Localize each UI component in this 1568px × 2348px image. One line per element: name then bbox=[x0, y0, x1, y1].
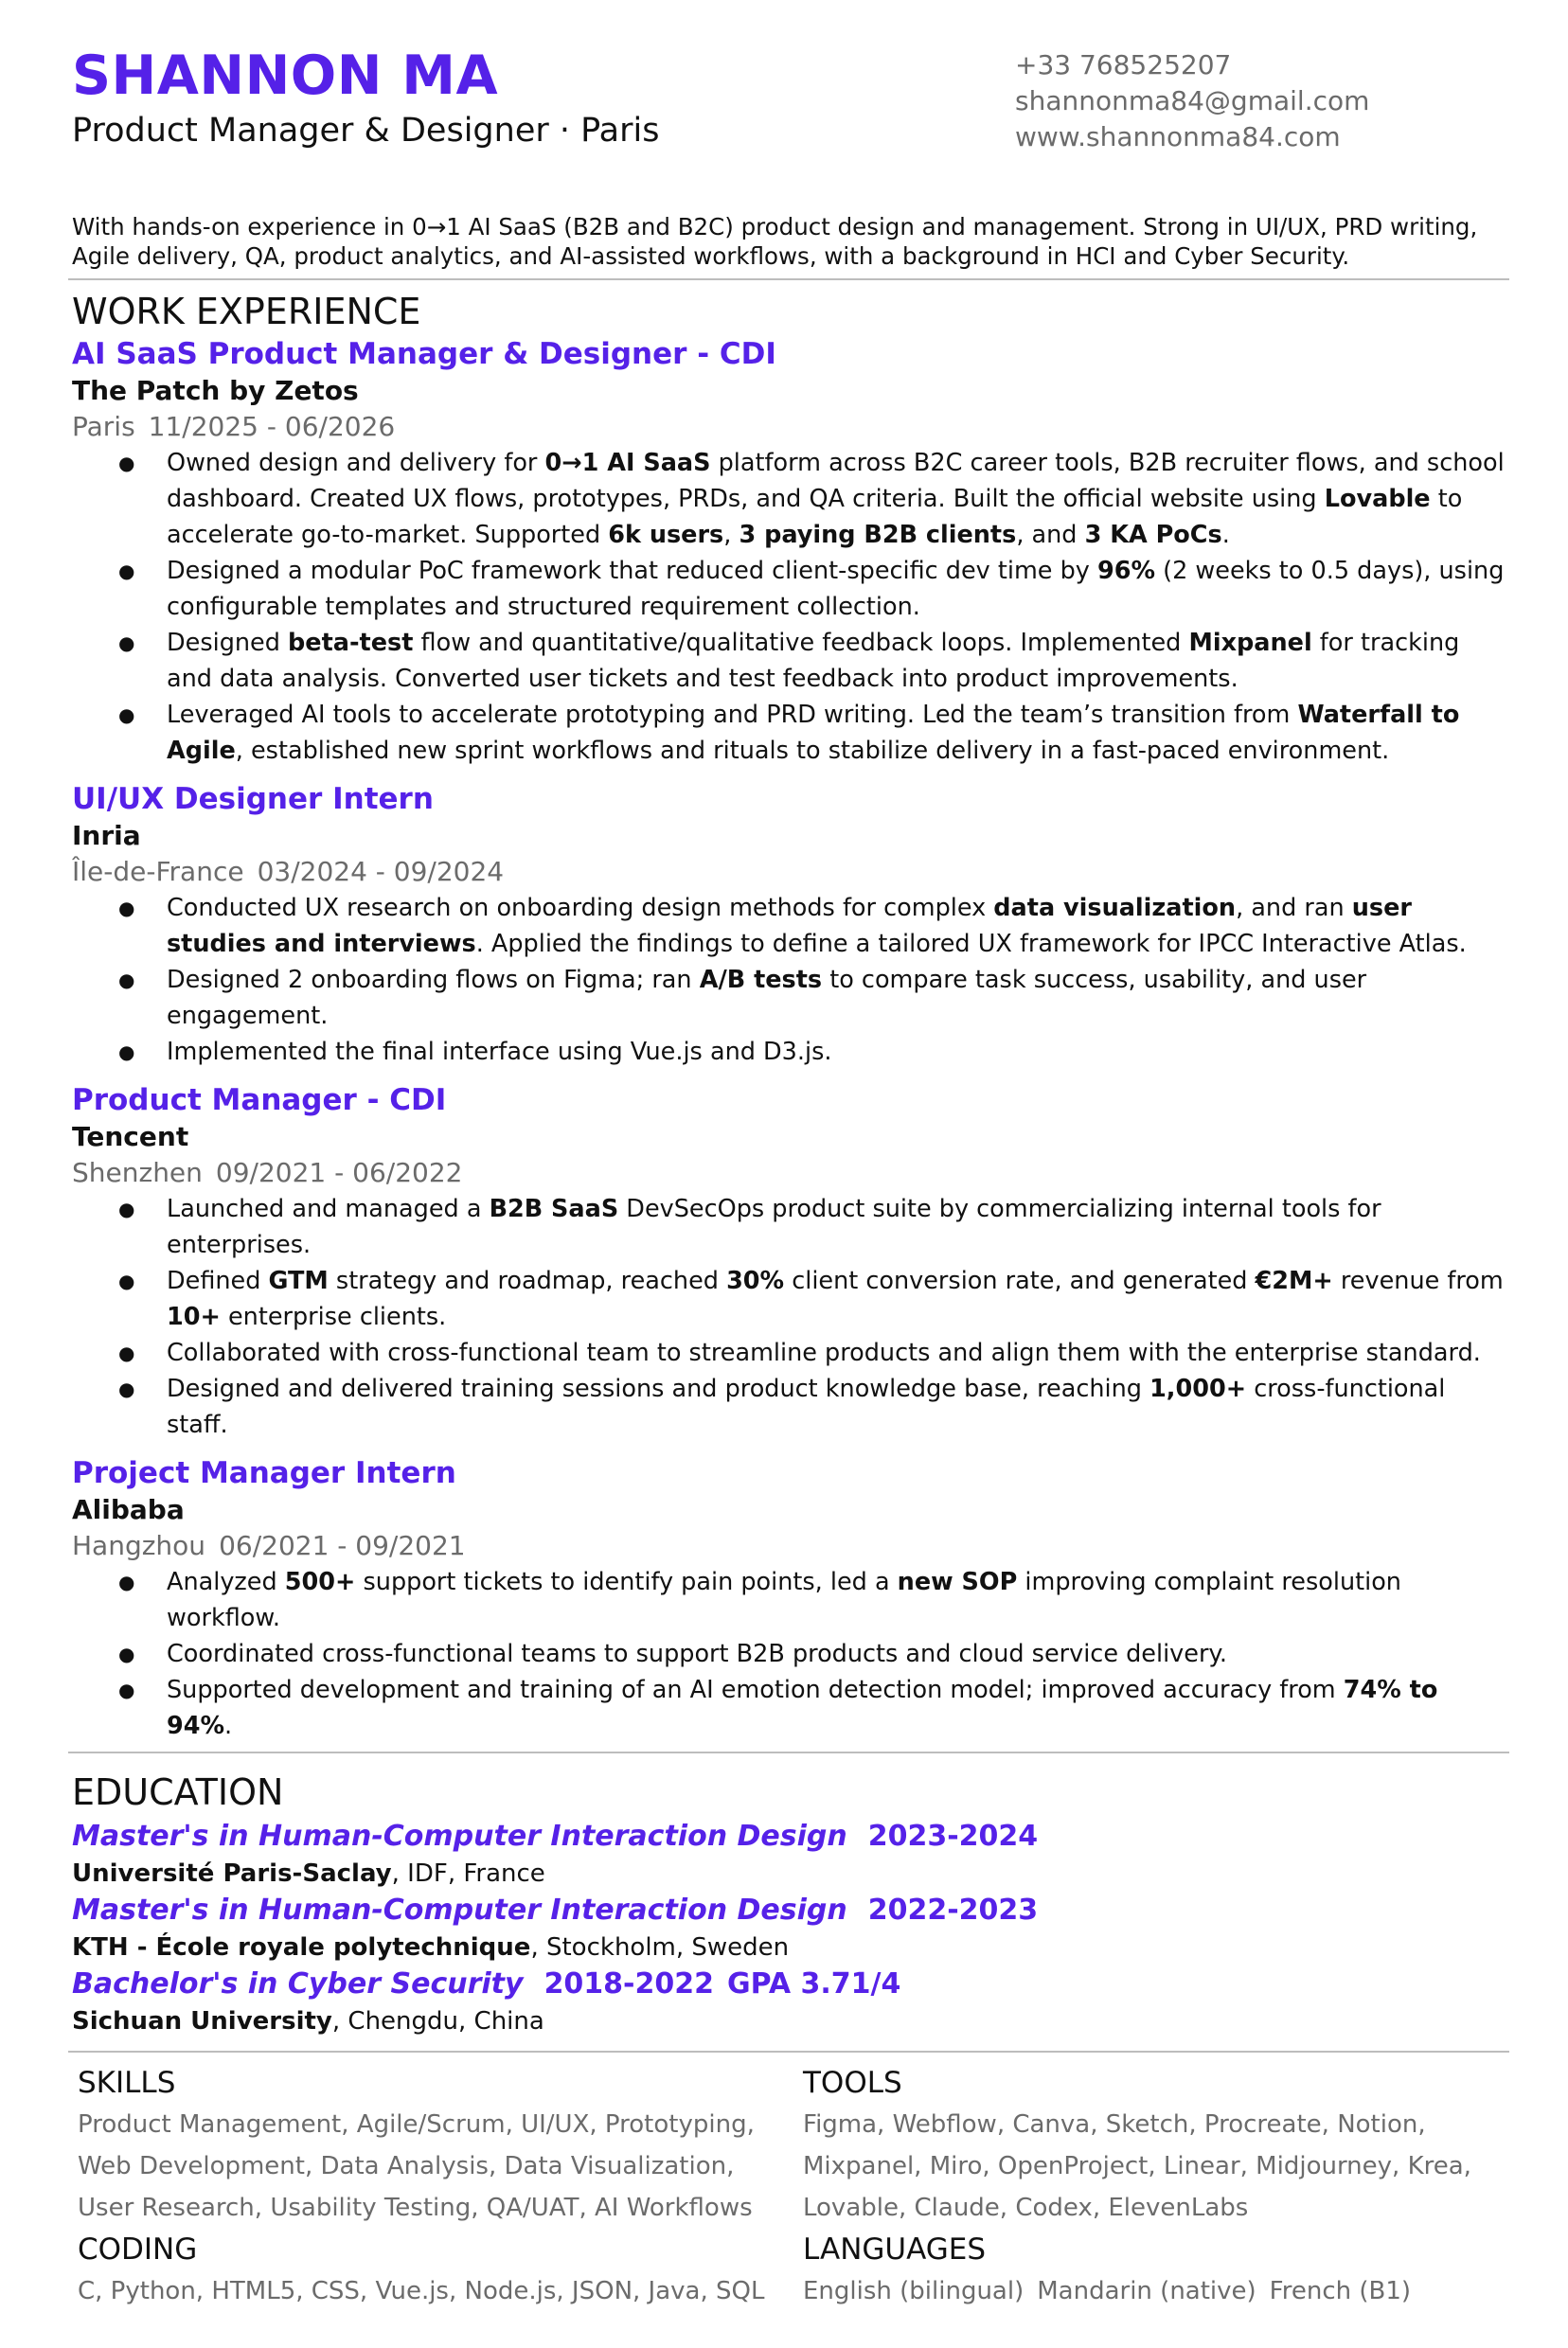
bullet-highlight: A/B tests bbox=[699, 966, 823, 994]
bullet-highlight: €2M+ bbox=[1255, 1267, 1333, 1295]
bullet-text: . bbox=[1221, 521, 1230, 549]
languages-heading: LANGUAGES bbox=[803, 2232, 987, 2267]
school-location: , Stockholm, Sweden bbox=[530, 1933, 790, 1962]
bullet-text: Designed bbox=[167, 629, 289, 657]
language-item: English (bilingual) bbox=[803, 2277, 1025, 2305]
job-bullet bbox=[72, 1672, 1506, 1744]
job-bullet bbox=[72, 1263, 1506, 1335]
website-link: www.shannonma84.com bbox=[1015, 121, 1341, 152]
job-meta bbox=[72, 1528, 1506, 1564]
job-bullet bbox=[72, 1371, 1506, 1443]
degree-name: Master's in Human-Computer Interaction Design bbox=[72, 1894, 847, 1927]
section-divider bbox=[68, 2051, 1509, 2053]
education-entry bbox=[72, 1892, 1506, 1966]
bullet-highlight: 500+ bbox=[284, 1568, 356, 1596]
school-name: KTH - École royale polytechnique bbox=[72, 1933, 531, 1962]
job-bullet bbox=[72, 890, 1506, 962]
bullet-text: Implemented the final interface using Vue.js and D3.js. bbox=[167, 1038, 832, 1066]
degree-line bbox=[72, 1966, 1506, 2003]
job-bullet bbox=[72, 1335, 1506, 1371]
bullet-text: . bbox=[224, 1712, 233, 1740]
bullet-highlight: new SOP bbox=[897, 1568, 1018, 1596]
job-dates: 09/2021 - 06/2022 bbox=[215, 1157, 463, 1188]
bullet-text: flow and quantitative/qualitative feedback loops. Implemented bbox=[413, 629, 1189, 657]
bullet-text: platform across B2C career tools, B2B recruiter flows, and school dashboard. Created UX flows, prototypes, PRDs, and QA criteria. Built the official website using bbox=[167, 449, 1505, 513]
bullet-highlight: 3 KA PoCs bbox=[1084, 521, 1222, 549]
job-meta bbox=[72, 409, 1506, 445]
bullet-highlight: 96% bbox=[1096, 557, 1156, 585]
job-bullets bbox=[72, 890, 1506, 1070]
candidate-subtitle: Product Manager & Designer · Paris bbox=[72, 112, 660, 150]
bullet-highlight: Waterfall to Agile bbox=[167, 701, 1460, 765]
job-bullet bbox=[72, 1636, 1506, 1672]
bullet-text: to accelerate go-to-market. Supported bbox=[167, 485, 1463, 549]
job-bullet bbox=[72, 1034, 1506, 1070]
job-dates: 03/2024 - 09/2024 bbox=[257, 856, 505, 887]
job-bullets bbox=[72, 445, 1506, 769]
bullet-text: . Applied the findings to define a tailored UX framework for IPCC Interactive Atlas. bbox=[475, 930, 1467, 958]
bullet-text: Designed 2 onboarding flows on Figma; ran bbox=[167, 966, 700, 994]
school-location: , Chengdu, China bbox=[331, 2007, 544, 2036]
bullet-text: Launched and managed a bbox=[167, 1195, 490, 1223]
bullet-text: revenue from bbox=[1332, 1267, 1504, 1295]
profile-summary: With hands-on experience in 0→1 AI SaaS (B2B and B2C) product design and management. Strong in UI/UX, PRD writing, Agile delivery, QA, product analytics, and AI-assisted workflows, with a background in HCI and Cyber Security. bbox=[72, 213, 1478, 270]
bullet-text: Conducted UX research on onboarding design methods for complex bbox=[167, 894, 994, 922]
work-experience-list bbox=[72, 335, 1506, 1744]
company-name: Inria bbox=[72, 820, 141, 851]
resume-page bbox=[72, 44, 1506, 2348]
candidate-name: SHANNON MA bbox=[72, 44, 499, 107]
degree-name: Bachelor's in Cyber Security bbox=[72, 1967, 524, 2001]
job-meta bbox=[72, 854, 1506, 890]
skills-heading: SKILLS bbox=[78, 2066, 176, 2100]
job-bullet bbox=[72, 1564, 1506, 1636]
bullet-highlight: data visualization bbox=[993, 894, 1237, 922]
section-divider bbox=[68, 278, 1509, 280]
tools-languages-column bbox=[803, 2064, 1504, 2312]
school-line bbox=[72, 2003, 1506, 2039]
bullet-highlight: user studies and interviews bbox=[167, 894, 1412, 958]
job-title: Project Manager Intern bbox=[72, 1456, 456, 1490]
contact-info bbox=[1015, 47, 1369, 155]
degree-line bbox=[72, 1818, 1506, 1856]
bullet-highlight: 30% bbox=[726, 1267, 785, 1295]
skills-text: Product Management, Agile/Scrum, UI/UX, Prototyping, Web Development, Data Analysis, Data Visualization, User Research, Usability Testing, QA/UAT, AI Workflows bbox=[78, 2110, 755, 2222]
coding-heading: CODING bbox=[78, 2232, 198, 2267]
bullet-text: support tickets to identify pain points, led a bbox=[355, 1568, 898, 1596]
bullet-text: (2 weeks to 0.5 days), using configurable templates and structured requirement collection. bbox=[167, 557, 1505, 621]
bullet-text: enterprise clients. bbox=[220, 1303, 447, 1331]
education-list bbox=[72, 1818, 1506, 2039]
job-bullet bbox=[72, 962, 1506, 1034]
degree-name: Master's in Human-Computer Interaction Design bbox=[72, 1820, 847, 1853]
language-item: French (B1) bbox=[1269, 2277, 1412, 2305]
job-bullet bbox=[72, 697, 1506, 769]
bullet-highlight: 3 paying B2B clients bbox=[739, 521, 1017, 549]
bullet-text: cross-functional staff. bbox=[167, 1375, 1446, 1439]
job-meta bbox=[72, 1155, 1506, 1191]
degree-years: 2018-2022 bbox=[543, 1967, 715, 2001]
education-entry bbox=[72, 1818, 1506, 1892]
coding-text: C, Python, HTML5, CSS, Vue.js, Node.js, JSON, Java, SQL bbox=[78, 2277, 765, 2305]
company-name: The Patch by Zetos bbox=[72, 375, 359, 406]
skills-coding-column bbox=[78, 2064, 778, 2312]
bullet-highlight: Mixpanel bbox=[1188, 629, 1312, 657]
job-bullets bbox=[72, 1564, 1506, 1744]
job-location: Hangzhou bbox=[72, 1530, 206, 1561]
job-bullet bbox=[72, 553, 1506, 625]
degree-gpa: GPA 3.71/4 bbox=[727, 1967, 901, 2001]
job-bullets bbox=[72, 1191, 1506, 1443]
bullet-text: to compare task success, usability, and user engagement. bbox=[167, 966, 1367, 1030]
education-entry bbox=[72, 1966, 1506, 2039]
bullet-highlight: B2B SaaS bbox=[489, 1195, 619, 1223]
bullet-highlight: beta-test bbox=[288, 629, 414, 657]
bullet-text: , and bbox=[1016, 521, 1085, 549]
bullet-highlight: 74% to 94% bbox=[167, 1676, 1438, 1740]
bullet-text: improving complaint resolution workflow. bbox=[167, 1568, 1401, 1632]
bullet-highlight: Lovable bbox=[1324, 485, 1431, 513]
bullet-text: Analyzed bbox=[167, 1568, 285, 1596]
job-dates: 06/2021 - 09/2021 bbox=[219, 1530, 466, 1561]
bullet-text: Leveraged AI tools to accelerate prototyping and PRD writing. Led the team’s transition from bbox=[167, 701, 1298, 729]
bullet-text: DevSecOps product suite by commercializing internal tools for enterprises. bbox=[167, 1195, 1381, 1259]
school-name: Université Paris-Saclay bbox=[72, 1859, 392, 1888]
school-name: Sichuan University bbox=[72, 2007, 332, 2036]
job-dates: 11/2025 - 06/2026 bbox=[148, 411, 396, 442]
job-entry bbox=[72, 780, 1506, 1070]
job-bullet bbox=[72, 625, 1506, 697]
bullet-highlight: 1,000+ bbox=[1149, 1375, 1247, 1403]
resume-header bbox=[72, 44, 1506, 165]
email-address: shannonma84@gmail.com bbox=[1015, 85, 1370, 116]
school-line bbox=[72, 1930, 1506, 1966]
job-title: AI SaaS Product Manager & Designer - CDI bbox=[72, 337, 776, 371]
job-title: UI/UX Designer Intern bbox=[72, 782, 434, 816]
bullet-text: Collaborated with cross-functional team to streamline products and align them with the enterprise standard. bbox=[167, 1339, 1481, 1367]
school-location: , IDF, France bbox=[391, 1859, 545, 1888]
section-divider bbox=[68, 1752, 1509, 1753]
job-entry bbox=[72, 1454, 1506, 1744]
tools-text: Figma, Webflow, Canva, Sketch, Procreate, Notion, Mixpanel, Miro, OpenProject, Linear, Midjourney, Krea, Lovable, Claude, Codex, ElevenLabs bbox=[803, 2110, 1471, 2222]
bullet-text: Designed and delivered training sessions and product knowledge base, reaching bbox=[167, 1375, 1150, 1403]
bullet-text: Supported development and training of an AI emotion detection model; improved accuracy from bbox=[167, 1676, 1344, 1704]
company-name: Tencent bbox=[72, 1121, 189, 1152]
skills-tools-grid bbox=[72, 2064, 1506, 2348]
job-location: Île-de-France bbox=[72, 856, 244, 887]
bullet-text: Coordinated cross-functional teams to support B2B products and cloud service delivery. bbox=[167, 1640, 1227, 1668]
bullet-highlight: 10+ bbox=[167, 1303, 221, 1331]
company-name: Alibaba bbox=[72, 1494, 185, 1525]
education-heading: EDUCATION bbox=[72, 1771, 284, 1813]
job-bullet bbox=[72, 445, 1506, 553]
language-item: Mandarin (native) bbox=[1037, 2277, 1256, 2305]
work-experience-heading: WORK EXPERIENCE bbox=[72, 291, 421, 332]
degree-years: 2022-2023 bbox=[867, 1894, 1039, 1927]
bullet-highlight: 6k users bbox=[608, 521, 724, 549]
bullet-text: for tracking and data analysis. Converted user tickets and test feedback into product improvements. bbox=[167, 629, 1460, 693]
job-entry bbox=[72, 1081, 1506, 1443]
languages-list bbox=[803, 2270, 1504, 2312]
bullet-text: , established new sprint workflows and rituals to stabilize delivery in a fast-paced environment. bbox=[235, 737, 1390, 765]
job-bullet bbox=[72, 1191, 1506, 1263]
job-entry bbox=[72, 335, 1506, 769]
bullet-highlight: 0→1 AI SaaS bbox=[544, 449, 711, 477]
job-location: Shenzhen bbox=[72, 1157, 203, 1188]
degree-line bbox=[72, 1892, 1506, 1930]
tools-heading: TOOLS bbox=[803, 2066, 902, 2100]
job-title: Product Manager - CDI bbox=[72, 1083, 447, 1117]
bullet-highlight: GTM bbox=[268, 1267, 329, 1295]
bullet-text: , bbox=[723, 521, 739, 549]
bullet-text: Owned design and delivery for bbox=[167, 449, 545, 477]
bullet-text: Defined bbox=[167, 1267, 269, 1295]
school-line bbox=[72, 1856, 1506, 1892]
job-location: Paris bbox=[72, 411, 135, 442]
bullet-text: strategy and roadmap, reached bbox=[328, 1267, 727, 1295]
degree-years: 2023-2024 bbox=[867, 1820, 1039, 1853]
bullet-text: Designed a modular PoC framework that reduced client-specific dev time by bbox=[167, 557, 1097, 585]
phone-number: +33 768525207 bbox=[1015, 49, 1232, 80]
bullet-text: , and ran bbox=[1236, 894, 1352, 922]
bullet-text: client conversion rate, and generated bbox=[784, 1267, 1256, 1295]
